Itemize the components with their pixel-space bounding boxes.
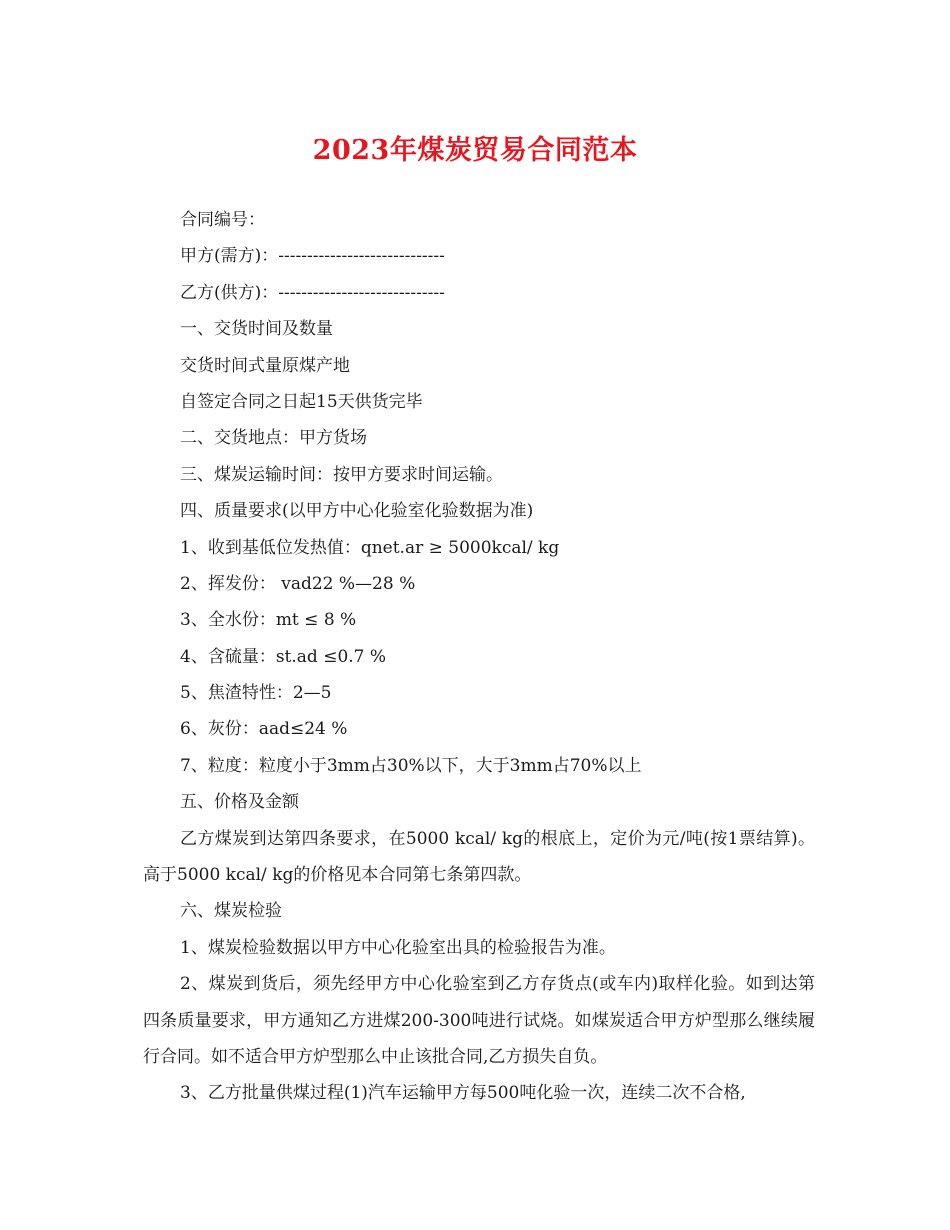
section-heading: 二、交货地点：甲方货场 — [180, 428, 367, 449]
party-a-line: 甲方(需方)：----------------------------- — [180, 246, 445, 267]
document-title: 2023年煤炭贸易合同范本 — [312, 135, 638, 166]
contract-number-line: 合同编号： — [180, 210, 265, 230]
quality-item: 7、粒度：粒度小于3mm占30%以下，大于3mm占70%以上 — [180, 755, 642, 776]
section-heading: 四、质量要求(以甲方中心化验室化验数据为准) — [180, 501, 534, 522]
document-body — [143, 202, 815, 1112]
quality-item: 5、焦渣特性：2—5 — [180, 683, 332, 704]
inspection-paragraph: 1、煤炭检验数据以甲方中心化验室出具的检验报告为准。 — [180, 937, 616, 958]
quality-item: 2、挥发份： vad22 %—28 % — [180, 573, 416, 594]
body-line: 自签定合同之日起15天供货完毕 — [180, 391, 423, 412]
section-heading: 六、煤炭检验 — [180, 901, 282, 922]
inspection-paragraph: 2、煤炭到货后，须先经甲方中心化验室到乙方存货点(或车内)取样化验。如到达第四条质量要求，甲方通知乙方进煤200-300吨进行试烧。如煤炭适合甲方炉型那么继续履行合同。如不适合甲方炉型那么中止该批合同,乙方损失自负。 — [143, 974, 815, 1068]
section-heading: 五、价格及金额 — [180, 792, 299, 813]
inspection-paragraph: 3、乙方批量供煤过程(1)汽车运输甲方每500吨化验一次，连续二次不合格, — [180, 1083, 746, 1104]
quality-item: 1、收到基低位发热值：qnet.ar ≥ 5000kcal/ kg — [180, 537, 560, 558]
quality-item: 4、含硫量：st.ad ≤0.7 % — [180, 646, 387, 667]
section-heading: 一、交货时间及数量 — [180, 319, 333, 340]
party-b-line: 乙方(供方)：----------------------------- — [180, 282, 445, 303]
section-heading: 三、煤炭运输时间：按甲方要求时间运输。 — [180, 464, 503, 485]
body-line: 交货时间式量原煤产地 — [180, 355, 350, 376]
quality-item: 3、全水份：mt ≤ 8 % — [180, 610, 357, 631]
price-paragraph: 乙方煤炭到达第四条要求，在5000 kcal/ kg的根底上，定价为元/吨(按1票结算)。高于5000 kcal/ kg的价格见本合同第七条第四款。 — [143, 828, 815, 886]
quality-item: 6、灰份：aad≤24 % — [180, 719, 348, 740]
